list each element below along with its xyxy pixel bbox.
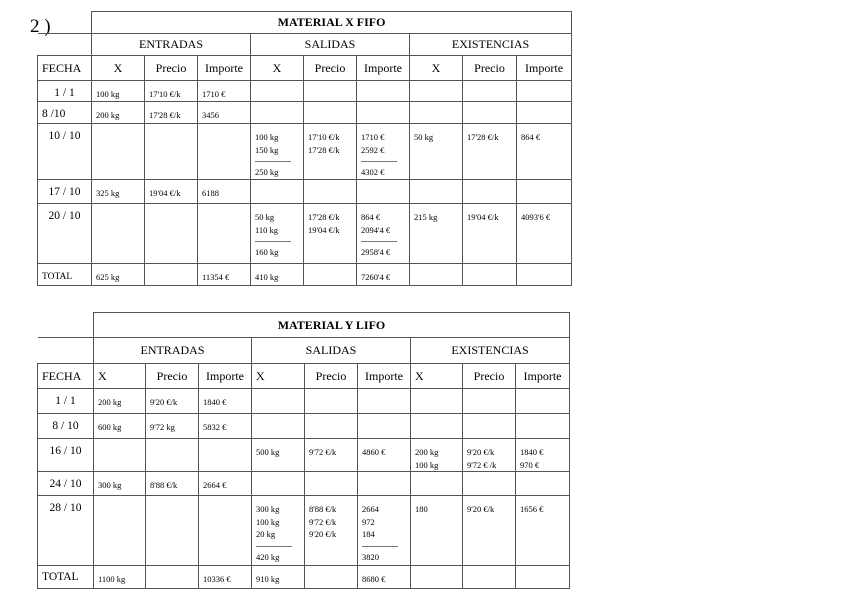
cell-value: 19'04 €/k (145, 180, 198, 204)
table-row (38, 389, 570, 414)
cell-value: 2664 € (199, 472, 252, 496)
group-entradas: ENTRADAS (92, 34, 251, 56)
cell-value: 2664 972 184 3820 (358, 496, 411, 566)
empty-corner (38, 34, 92, 56)
cell-value: 500 kg (252, 439, 305, 472)
cell-value: 864 € 2094'4 € 2958'4 € (357, 204, 410, 264)
col-header: Precio (463, 56, 517, 81)
cell-value: 4860 € (358, 439, 411, 472)
cell-value: 1840 € (199, 389, 252, 414)
cell-value: 17'28 €/k 19'04 €/k (304, 204, 357, 264)
table-row (38, 496, 570, 566)
col-header: Importe (198, 56, 251, 81)
col-header: X (252, 364, 305, 389)
col-header: Importe (199, 364, 252, 389)
group-salidas: SALIDAS (252, 338, 411, 364)
table-row (38, 439, 570, 472)
cell-value: 9'20 €/k (146, 389, 199, 414)
row-date: TOTAL (38, 264, 92, 286)
cell-value: 200 kg 100 kg (411, 439, 463, 472)
cell-value: 100 kg 150 kg 250 kg (251, 124, 304, 180)
row-date: 1 / 1 (38, 81, 92, 102)
col-header: Precio (304, 56, 357, 81)
fecha-header: FECHA (38, 364, 94, 389)
total-row (38, 566, 570, 589)
cell-value: 3456 (198, 102, 251, 124)
lifo-table (37, 312, 570, 589)
col-header: X (251, 56, 304, 81)
row-date: 24 / 10 (38, 472, 94, 496)
cell-value: 19'04 €/k (463, 204, 517, 264)
cell-value: 50 kg (410, 124, 463, 180)
cell-value: 910 kg (252, 566, 305, 589)
cell-value: 9'20 €/k 9'72 € /k (463, 439, 516, 472)
table-row (38, 180, 572, 204)
total-row (38, 264, 572, 286)
cell-value: 8'88 €/k 9'72 €/k 9'20 €/k (305, 496, 358, 566)
cell-value: 8'88 €/k (146, 472, 199, 496)
cell-value: 215 kg (410, 204, 463, 264)
cell-value: 1710 € 2592 € 4302 € (357, 124, 410, 180)
group-existencias: EXISTENCIAS (411, 338, 570, 364)
cell-value: 864 € (517, 124, 572, 180)
table-row (38, 472, 570, 496)
row-date: 8 /10 (38, 102, 92, 124)
cell-value: 17'10 €/k (145, 81, 198, 102)
col-header: Importe (516, 364, 570, 389)
cell-value: 325 kg (92, 180, 145, 204)
col-header: Precio (305, 364, 358, 389)
cell-value: 625 kg (92, 264, 145, 286)
cell-value: 1710 € (198, 81, 251, 102)
row-date: 10 / 10 (38, 124, 92, 180)
col-header: Importe (517, 56, 572, 81)
table-row (38, 81, 572, 102)
empty-corner (38, 313, 94, 338)
group-entradas: ENTRADAS (94, 338, 252, 364)
cell-value: 17'10 €/k 17'28 €/k (304, 124, 357, 180)
cell-value: 600 kg (94, 414, 146, 439)
cell-value: 11354 € (198, 264, 251, 286)
col-header: Importe (357, 56, 410, 81)
cell-value: 7260'4 € (357, 264, 410, 286)
cell-value: 9'72 €/k (305, 439, 358, 472)
col-header: Precio (463, 364, 516, 389)
cell-value: 100 kg (92, 81, 145, 102)
group-existencias: EXISTENCIAS (410, 34, 572, 56)
row-date: TOTAL (38, 566, 94, 589)
table-row (38, 124, 572, 180)
cell-value: 200 kg (94, 389, 146, 414)
col-header: Precio (145, 56, 198, 81)
group-salidas: SALIDAS (251, 34, 410, 56)
cell-value: 8680 € (358, 566, 411, 589)
table-title: MATERIAL Y LIFO (94, 313, 570, 338)
cell-value: 5832 € (199, 414, 252, 439)
fecha-header: FECHA (38, 56, 92, 81)
fifo-table (37, 11, 572, 286)
cell-value: 1840 € 970 € (516, 439, 570, 472)
cell-value: 6188 (198, 180, 251, 204)
cell-value: 1100 kg (94, 566, 146, 589)
cell-value: 17'28 €/k (145, 102, 198, 124)
row-date: 20 / 10 (38, 204, 92, 264)
cell-value: 4093'6 € (517, 204, 572, 264)
cell-value: 300 kg (94, 472, 146, 496)
cell-value: 9'20 €/k (463, 496, 516, 566)
table-title: MATERIAL X FIFO (92, 12, 572, 34)
cell-value: 1656 € (516, 496, 570, 566)
col-header: X (411, 364, 463, 389)
cell-value: 410 kg (251, 264, 304, 286)
row-date: 8 / 10 (38, 414, 94, 439)
row-date: 28 / 10 (38, 496, 94, 566)
question-number: 2 ) (30, 16, 51, 37)
col-header: Precio (146, 364, 199, 389)
col-header: X (92, 56, 145, 81)
empty-corner (38, 12, 92, 34)
cell-value: 17'28 €/k (463, 124, 517, 180)
col-header: X (94, 364, 146, 389)
cell-value: 300 kg 100 kg 20 kg 420 kg (252, 496, 305, 566)
cell-value: 200 kg (92, 102, 145, 124)
cell-value: 50 kg 110 kg 160 kg (251, 204, 304, 264)
table-row (38, 414, 570, 439)
table-row (38, 204, 572, 264)
table-row (38, 102, 572, 124)
col-header: Importe (358, 364, 411, 389)
row-date: 16 / 10 (38, 439, 94, 472)
cell-value: 10336 € (199, 566, 252, 589)
col-header: X (410, 56, 463, 81)
row-date: 17 / 10 (38, 180, 92, 204)
cell-value: 9'72 kg (146, 414, 199, 439)
empty-corner (38, 338, 94, 364)
cell-value: 180 (411, 496, 463, 566)
row-date: 1 / 1 (38, 389, 94, 414)
